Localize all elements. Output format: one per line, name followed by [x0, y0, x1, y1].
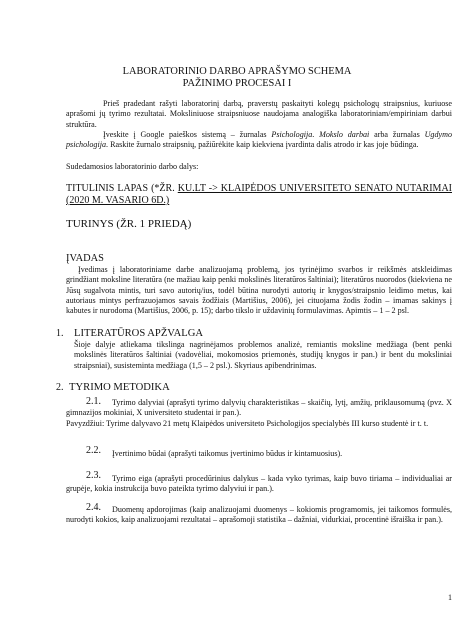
- document-subtitle: PAŽINIMO PROCESAI I: [182, 78, 292, 89]
- journal-name: Ugdymo psichologija: [66, 130, 453, 150]
- subsection-2-2-number: 2.2.: [86, 445, 101, 456]
- subsection-2-1-example: Pavyzdžiui: Tyrime dalyvavo 21 metų Klaipėdos universiteto Psichologijos specialybės III kurso studentė ir t. t.: [66, 419, 429, 428]
- subsection-2-1-number: 2.1.: [86, 396, 101, 407]
- page-number: 1: [448, 593, 452, 602]
- intro-text: . Raskite žurnalo straipsnių, pažiūrėkite kaip kiekviena įvardinta dalis atrodo ir kas joje būdinga.: [106, 140, 419, 150]
- subsection-2-3-text: Tyrimo eiga (aprašyti procedūrinius dalykus – kada vyko tyrimas, kaip buvo tiriama – individualiai ar grupėje, kokia instrukcija buvo pateikta tyrimo dalyviui ir pan.).: [66, 474, 452, 494]
- intro-paragraph-3: Sudedamosios laboratorinio darbo dalys:: [66, 162, 199, 171]
- subsection-2-2-text: Įvertinimo būdai (aprašyti taikomus įvertinimo būdus ir kintamuosius).: [112, 449, 343, 458]
- section-2-number: 2.: [56, 382, 64, 393]
- journal-name: Psichologija: [271, 130, 313, 139]
- subsection-2-4-number: 2.4.: [86, 502, 101, 513]
- journal-name: Mokslo darbai: [319, 130, 370, 139]
- ivadas-heading: ĮVADAS: [66, 253, 104, 264]
- intro-paragraph-2: [66, 130, 452, 151]
- section-1-heading: LITERATŪROS APŽVALGA: [74, 328, 203, 339]
- intro-text: Įveskite į Google paieškos sistemą – žurnalas: [103, 130, 272, 139]
- senato-nutarimai-link[interactable]: KU.LT -> KLAIPĖDOS UNIVERSITETO SENATO NUTARIMAI (2020 M. VASARIO 6D.): [66, 183, 452, 206]
- section-2-heading: TYRIMO METODIKA: [69, 382, 170, 393]
- titulinis-section: [66, 183, 452, 207]
- ivadas-text: Įvedimas į laboratoriniame darbe analizuojamą problemą, jos tyrinėjimo svarbos ir reikšmės atskleidimas grindžiant moksline literatūra (ne mažiau kaip penki mokslinės literatūros šaltiniai); literatūros nuorodos (kiekviena ne Jūsų sugalvota mintis, turi savo autorių/ius, todėl būtina nurodyti autorių ir knygos/straipsnio leidimo metus, kai autoriaus mintys perfrazuojamos savais žodžiais (Martišius, 2006), jei cituojama žodis žodin – imamas sakinys į kabutes ir nurodoma (Martišius, 2006, p. 15); darbo tikslo ir uždavinių formulavimas. Apimtis – 1 – 2 psl.: [66, 265, 452, 316]
- turinys-heading: TURINYS (ŽR. 1 PRIEDĄ): [66, 218, 192, 230]
- subsection-2-4-text: Duomenų apdorojimas (kaip analizuojami duomenys – kokiomis programomis, jei taikomos formulės, nurodyti kokios, kaip analizuojami rezultatai – aprašomoji statistika – dažniai, vidurkiai, procentinė išraiška ir pan.).: [66, 505, 452, 525]
- intro-paragraph-1: Prieš pradedant rašyti laboratorinį darbą, praverstų paskaityti kolegų psichologų straipsnius, kuriuose aprašomi jų tyrimo rezultatai. Moksliniuose straipsniuose naudojama analogiška laboratoriniam/empiriniam darbui struktūra.: [66, 99, 452, 129]
- intro-text: arba žurnalas: [369, 130, 425, 139]
- document-title: LABORATORINIO DARBO APRAŠYMO SCHEMA: [122, 66, 352, 77]
- titulinis-label: TITULINIS LAPAS (*ŽR.: [66, 183, 175, 194]
- section-1-number: 1.: [56, 328, 64, 339]
- section-1-text: Šioje dalyje atliekama tikslinga nagrinėjamos problemos analizė, remiantis moksline medžiaga (bent penki mokslinės literatūros šaltiniai (vadovėliai, mokomosios priemonės, studijų knygos ir pan.) ir bent du moksliniai straipsniai), susisteminta medžiaga (1,5 – 2 psl.). Skyriaus apibendrinimas.: [74, 340, 452, 370]
- subsection-2-3-number: 2.3.: [86, 470, 101, 481]
- subsection-2-1-text: Tyrimo dalyviai (aprašyti tyrimo dalyvių charakteristikas – skaičių, lytį, amžių, priklausomumą (pvz. X gimnazijos mokiniai, X universiteto studentai ir pan.).: [66, 398, 452, 418]
- intro-text: .: [312, 130, 320, 139]
